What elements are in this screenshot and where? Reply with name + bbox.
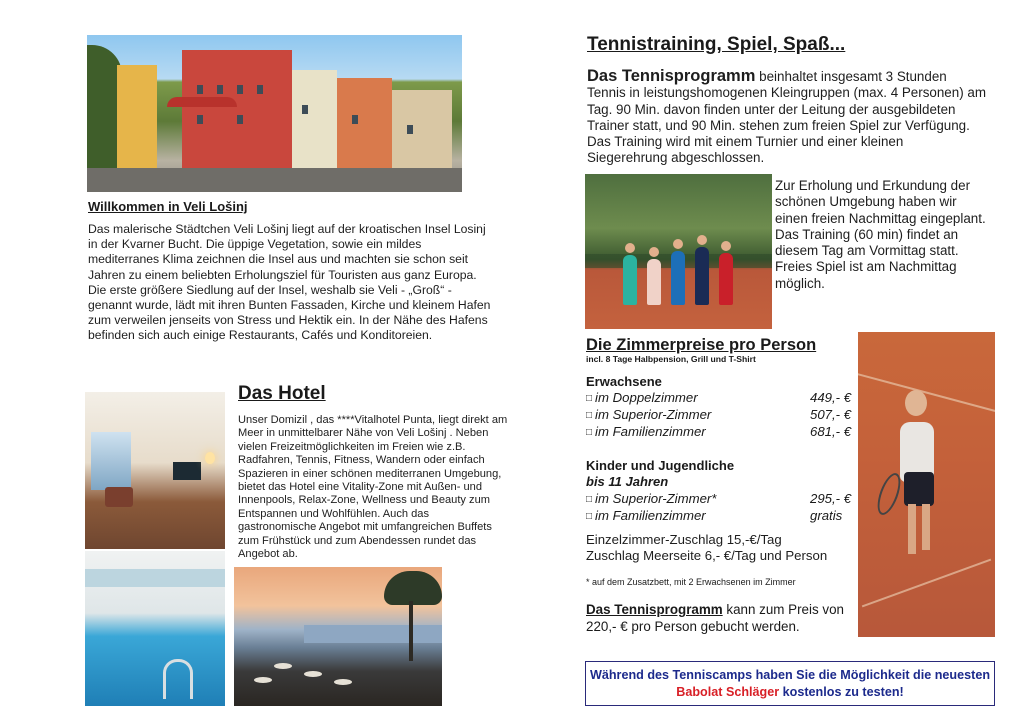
price-row-label: □ im Familienzimmer bbox=[586, 424, 706, 439]
promo-text-end: kostenlos zu testen! bbox=[779, 684, 904, 699]
tennis-heading: Tennistraining, Spiel, Spaß... bbox=[587, 34, 846, 55]
room-prices-subtitle: incl. 8 Tage Halbpension, Grill und T-Shirt bbox=[586, 354, 756, 364]
welcome-paragraph-1: Das malerische Städtchen Veli Lošinj liegt auf der kroatischen Insel Losinj in der Kvarner Bucht. Die üppige Vegetation, sowie ein mildes mediterranes Klima zeichnen die Insel aus und machten sie schon seit Jahren zu einem beliebten Erholungsziel für Touristen aus ganz Europa. bbox=[88, 222, 486, 282]
indoor-pool-photo bbox=[85, 551, 225, 706]
babolat-promo-box bbox=[585, 661, 995, 706]
hotel-room-photo bbox=[85, 392, 225, 549]
price-row-value: 507,- € bbox=[810, 407, 852, 422]
price-row-value: 681,- € bbox=[810, 424, 852, 439]
surcharges bbox=[586, 532, 866, 564]
price-row-value: gratis bbox=[810, 508, 843, 523]
promo-text-start: Während des Tenniscamps haben Sie die Möglichkeit die neuesten bbox=[589, 667, 991, 682]
room-prices-heading: Die Zimmerpreise pro Person bbox=[586, 336, 817, 354]
sea-side-surcharge: Zuschlag Meerseite 6,- €/Tag und Person bbox=[586, 548, 828, 564]
kids-heading: Kinder und Jugendliche bbox=[586, 458, 735, 473]
price-row bbox=[586, 491, 854, 506]
price-row-label: □ im Doppelzimmer bbox=[586, 390, 698, 405]
price-row-value: 295,- € bbox=[810, 491, 852, 506]
price-row bbox=[586, 508, 854, 523]
adults-heading: Erwachsene bbox=[586, 374, 662, 389]
tennis-program-price-text: kann zum Preis von 220,- € pro Person gebucht werden. bbox=[586, 602, 844, 634]
kids-age-subheading: bis 11 Jahren bbox=[586, 474, 669, 489]
welcome-paragraph-2: Die erste größere Siedlung auf der Insel, weshalb sie Veli - „Groß“ - genannt wurde, lädt mit ihren Bunten Fassaden, Kirche und kleinem Hafen zum verweilen jenseits von Stress und Hektik ein. In der Nähe des Hafens befinden sich auch einige Restaurants, Cafés und Konditoreien. bbox=[88, 282, 491, 343]
price-row-value: 449,- € bbox=[810, 390, 852, 405]
tennis-group-photo bbox=[585, 174, 772, 329]
sunset-terrace-photo bbox=[234, 567, 442, 706]
veli-losinj-harbour-photo bbox=[87, 35, 462, 192]
boy-playing-tennis-photo bbox=[858, 332, 995, 637]
tennis-intro-lead: Das Tennisprogramm bbox=[587, 67, 756, 85]
price-row bbox=[586, 424, 854, 439]
tennis-intro bbox=[587, 68, 987, 167]
hotel-text: Unser Domizil , das ****Vitalhotel Punta, liegt direkt am Meer in unmittelbarer Nähe von Veli Lošinj . Neben vielen Freizeitmöglichkeiten im Freien wie z.B. Radfahren, Tennis, Fitness, Wandern oder einfach Spazieren in einer schönen mediterranen Umgebung, bietet das Hotel eine Vitality-Zone mit Außen- und Innenpools, Relax-Zone, Wellness und Beauty zum Entspannen und Wohlfühlen. Auch das gastronomische Angebot mit umfangreichen Buffets zum Frühstück und zum Abendessen rundet das Angebot ab. bbox=[238, 414, 508, 561]
tennis-program-price-lead: Das Tennisprogramm bbox=[586, 602, 723, 617]
tennis-program-price bbox=[586, 601, 866, 635]
welcome-text bbox=[88, 222, 492, 344]
single-room-surcharge: Einzelzimmer-Zuschlag 15,-€/Tag bbox=[586, 532, 782, 547]
promo-brand: Babolat Schläger bbox=[676, 684, 780, 699]
tennis-free-afternoon-text: Zur Erholung und Erkundung der schönen Umgebung haben wir einen freien Nachmittag eingeplant. Das Training (60 min) findet an diesem Tag am Vormittag statt. Freies Spiel ist am Nachmittag möglich. bbox=[775, 178, 986, 291]
hotel-heading: Das Hotel bbox=[238, 383, 326, 404]
price-row bbox=[586, 390, 854, 405]
price-row-label: □ im Familienzimmer bbox=[586, 508, 706, 523]
price-row bbox=[586, 407, 854, 422]
extra-bed-footnote: * auf dem Zusatzbett, mit 2 Erwachsenen im Zimmer bbox=[586, 577, 796, 587]
tennis-intro-text: beinhaltet insgesamt 3 Stunden Tennis in leistungshomogenen Kleingruppen (max. 4 Personen) am Tag. 90 Min. davon finden unter der Leitung der ausgebildeten Trainer statt, und 90 Min. stehen zum freien Spiel zur Verfügung. Das Training wird mit einem Turnier und einer kleinen Siegerehrung abgeschlossen. bbox=[587, 69, 986, 166]
price-row-label: □ im Superior-Zimmer* bbox=[586, 491, 716, 506]
welcome-heading: Willkommen in Veli Lošinj bbox=[88, 199, 248, 214]
babolat-promo-text bbox=[586, 667, 994, 701]
price-row-label: □ im Superior-Zimmer bbox=[586, 407, 711, 422]
